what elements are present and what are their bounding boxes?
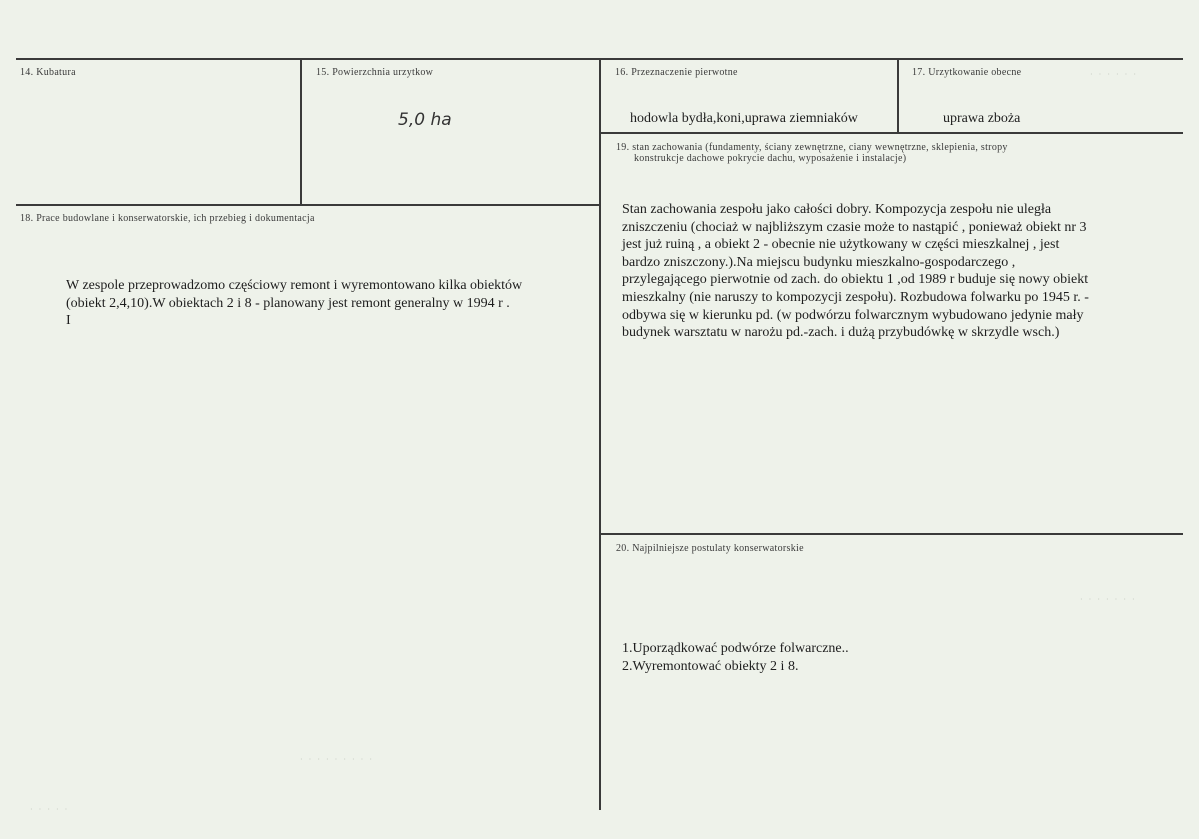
field-18-line: I [66, 313, 71, 329]
field-16-value: hodowla bydła,koni,uprawa ziemniaków [630, 111, 858, 126]
field-20-line: 2.Wyremontować obiekty 2 i 8. [622, 658, 799, 674]
field-19-label-line: konstrukcje dachowe pokrycie dachu, wyposażenie i instalacje) [634, 153, 907, 164]
field-19-line: przylegającego pierwotnie od zach. do obiektu 1 ,od 1989 r buduje się nowy obiekt [622, 272, 1089, 288]
field-19-line: bardzo zniszczony.).Na miejscu budynku mieszkalno-gospodarczego , [622, 254, 1016, 270]
field-15-value: 5,0 ha [398, 110, 452, 130]
bleed-through-mark: · · · · · · [1090, 70, 1138, 79]
field-19-label-line: 19. stan zachowania (fundamenty, ściany zewnętrzne, ciany wewnętrzne, sklepienia, stropy [616, 142, 1008, 153]
field-20-label: 20. Najpilniejsze postulaty konserwatorskie [616, 543, 804, 554]
field-18-line: (obiekt 2,4,10).W obiektach 2 i 8 - planowany jest remont generalny w 1994 r . [66, 295, 510, 311]
field-14-label: 14. Kubatura [20, 67, 76, 78]
field-18-text [66, 277, 596, 330]
divider-16-19 [601, 132, 1183, 134]
field-19-line: jest już ruiną , a obiekt 2 - obecnie nie użytkowany w części mieszkalnej , jest [622, 237, 1060, 253]
field-17-label: 17. Urzytkowanie obecne [912, 67, 1022, 78]
bleed-through-mark: · · · · · · · [1080, 595, 1137, 604]
divider-19-20 [601, 533, 1183, 535]
divider-16-17 [897, 60, 899, 132]
field-19-text [622, 201, 1182, 342]
field-19-line: Stan zachowania zespołu jako całości dobry. Kompozycja zespołu nie uległa [622, 202, 1052, 217]
field-19-line: zniszczeniu (chociaż w najbliższym czasie może to nastąpić , ponieważ obiekt nr 3 [622, 219, 1087, 235]
field-19-line: mieszkalny (nie naruszy to kompozycji zespołu). Rozbudowa folwarku po 1945 r. - [622, 289, 1089, 305]
divider-left-right [599, 60, 601, 810]
bleed-through-mark: · · · · · [30, 805, 70, 814]
bleed-through-mark: · · · · · · · · · [300, 755, 374, 764]
divider-14-15 [300, 60, 302, 205]
field-20-text [622, 640, 1162, 675]
divider-row2-left [16, 204, 599, 206]
field-19-line: budynek warsztatu w narożu pd.-zach. i dużą przybudówkę w skrzydle wsch.) [622, 325, 1060, 341]
field-20-line: 1.Uporządkować podwórze folwarczne.. [622, 641, 849, 656]
field-19-line: odbywa się w kierunku pd. (w podwórzu folwarcznym wybudowano jedynie mały [622, 307, 1084, 323]
field-15-label: 15. Powierzchnia urzytkow [316, 67, 434, 78]
field-19-label [616, 142, 1008, 164]
field-18-label: 18. Prace budowlane i konserwatorskie, ich przebieg i dokumentacja [20, 213, 315, 224]
field-18-line: W zespole przeprowadzomo częściowy remont i wyremontowano kilka obiektów [66, 278, 523, 293]
field-17-value: uprawa zboża [943, 111, 1021, 126]
field-16-label: 16. Przeznaczenie pierwotne [615, 67, 738, 78]
